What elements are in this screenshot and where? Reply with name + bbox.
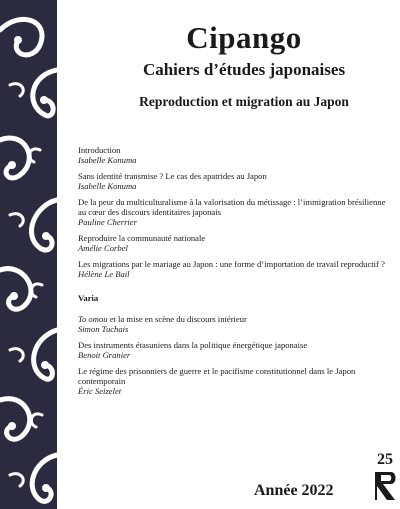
toc-entry-title: De la peur du multiculturalisme à la valorisation du métissage : l’immigration brésilienne au cœur des discours identitaires japonais	[78, 197, 386, 217]
issue-theme: Reproduction et migration au Japon	[139, 94, 349, 109]
decorative-pattern-band	[0, 0, 57, 509]
toc-entry	[78, 366, 392, 396]
journal-title: Cipango	[186, 20, 302, 55]
varia-heading: Varia	[78, 293, 99, 303]
toc-entry-author: Isabelle Konuma	[78, 181, 137, 191]
toc-entry	[78, 171, 392, 191]
toc-entry-author: Isabelle Konuma	[78, 155, 137, 165]
toc-entry-author: Simon Tuchais	[78, 324, 129, 334]
toc-entry-author: Pauline Cherrier	[78, 217, 137, 227]
toc-entry	[78, 259, 392, 279]
toc-entry-title	[78, 314, 392, 324]
toc-entry	[78, 340, 392, 360]
toc-entry-title: Introduction	[78, 145, 121, 155]
toc-entry-author: Hélène Le Bail	[78, 269, 130, 279]
arabesque-pattern-icon	[0, 0, 57, 509]
toc-entry-author: Éric Seizelet	[78, 386, 122, 396]
toc-entry-title-rest: et la mise en scène du discours intérieur	[107, 314, 247, 324]
journal-subtitle: Cahiers d’études japonaises	[142, 60, 346, 79]
toc-entry-title: Sans identité transmise ? Le cas des apatrides au Japon	[78, 171, 267, 181]
toc-entry-author: Amélie Corbel	[78, 243, 128, 253]
toc-entry	[78, 145, 392, 165]
publication-year: Année 2022	[254, 482, 334, 499]
table-of-contents	[78, 145, 392, 402]
toc-entry-title: Des instruments étasuniens dans la politique énergétique japonaise	[78, 340, 308, 350]
toc-entry-title: Reproduire la communauté nationale	[78, 233, 206, 243]
issue-number: 25	[377, 451, 393, 468]
cover-header	[70, 20, 392, 110]
toc-entry-title-italic: To omou	[78, 314, 108, 324]
toc-entry	[78, 197, 392, 227]
toc-entry-title: Le régime des prisonniers de guerre et le pacifisme constitutionnel dans le Japon contemporain	[78, 366, 356, 386]
toc-entry	[78, 233, 392, 253]
toc-entry	[78, 314, 392, 334]
toc-entry-title: Les migrations par le mariage au Japon : une forme d’importation de travail reproductif ?	[78, 259, 385, 269]
toc-entry-author: Benoit Granier	[78, 350, 131, 360]
publisher-logo-icon	[373, 470, 397, 506]
